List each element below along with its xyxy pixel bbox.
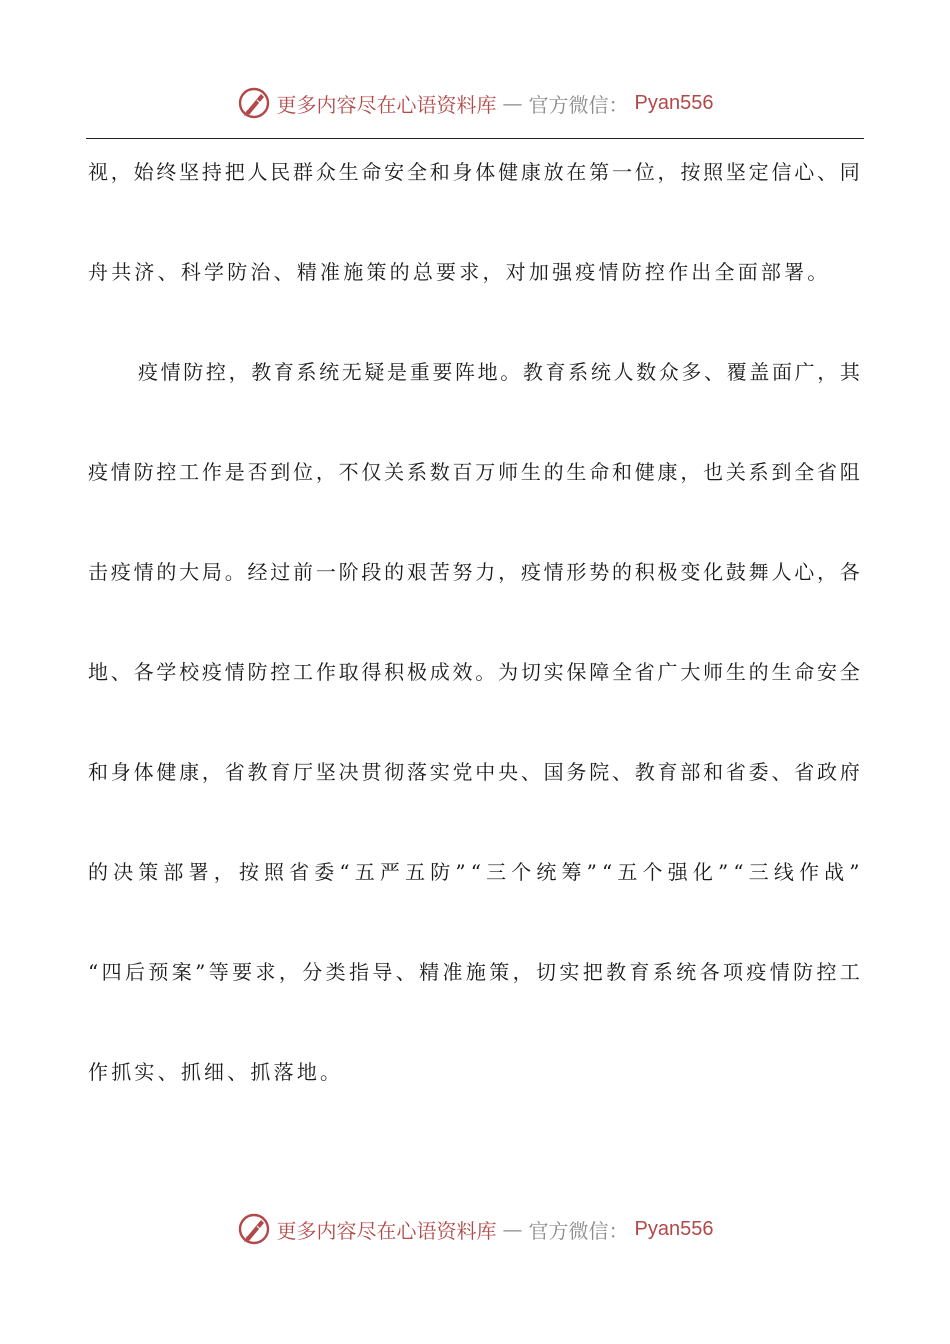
text-line: “ 四 后 预 案 ” 等 要 求 ， 分 类 指 导 、 精 准 施 策 ， 切 实 把 教 育 系 统 各 项 疫 情 防 控 工: [88, 960, 860, 984]
text-line: 疫 情 防 控 ， 教 育 系 统 无 疑 是 重 要 阵 地 。 教 育 系 统 人 数 众 多 、 覆 盖 面 广 ， 其: [138, 360, 860, 384]
header-watermark: [0, 86, 950, 120]
text-line: 和 身 体 健 康 ， 省 教 育 厅 坚 决 贯 彻 落 实 党 中 央 、 国 务 院 、 教 育 部 和 省 委 、 省 政 府: [88, 760, 860, 784]
watermark-main-text: 更多内容尽在心语资料库: [276, 92, 497, 117]
watermark-main-text: 更多内容尽在心语资料库: [276, 1218, 497, 1243]
watermark-wechat-id: Pyan556: [634, 91, 714, 114]
pen-logo-icon: [237, 1212, 271, 1246]
text-line: 视 ， 始 终 坚 持 把 人 民 群 众 生 命 安 全 和 身 体 健 康 放 在 第 一 位 ， 按 照 坚 定 信 心 、 同: [88, 160, 860, 184]
header-rule: [86, 138, 864, 139]
watermark-dash: —: [502, 1217, 523, 1241]
text-line: 地 、 各 学 校 疫 情 防 控 工 作 取 得 积 极 成 效 。 为 切 实 保 障 全 省 广 大 师 生 的 生 命 安 全: [88, 660, 860, 684]
text-line: 舟 共 济 、 科 学 防 治 、 精 准 施 策 的 总 要 求 ， 对 加 强 疫 情 防 控 作 出 全 面 部 署 。: [88, 260, 831, 284]
watermark-dash: —: [502, 91, 523, 115]
watermark-official-label: 官方微信：: [528, 1218, 629, 1243]
text-line: 的 决 策 部 署 ， 按 照 省 委 “ 五 严 五 防 ” “ 三 个 统 筹 ” “ 五 个 强 化 ” “ 三 线 作 战 ”: [88, 860, 860, 884]
watermark-official-label: 官方微信：: [528, 92, 629, 117]
text-line: 疫 情 防 控 工 作 是 否 到 位 ， 不 仅 关 系 数 百 万 师 生 的 生 命 和 健 康 ， 也 关 系 到 全 省 阻: [88, 460, 860, 484]
document-body: [88, 150, 860, 1150]
footer-watermark: [0, 1212, 950, 1246]
pen-logo-icon: [237, 86, 271, 120]
watermark-wechat-id: Pyan556: [634, 1217, 714, 1240]
text-line: 作 抓 实 、 抓 细 、 抓 落 地 。: [88, 1060, 344, 1084]
text-line: 击 疫 情 的 大 局 。 经 过 前 一 阶 段 的 艰 苦 努 力 ， 疫 情 形 势 的 积 极 变 化 鼓 舞 人 心 ， 各: [88, 560, 860, 584]
